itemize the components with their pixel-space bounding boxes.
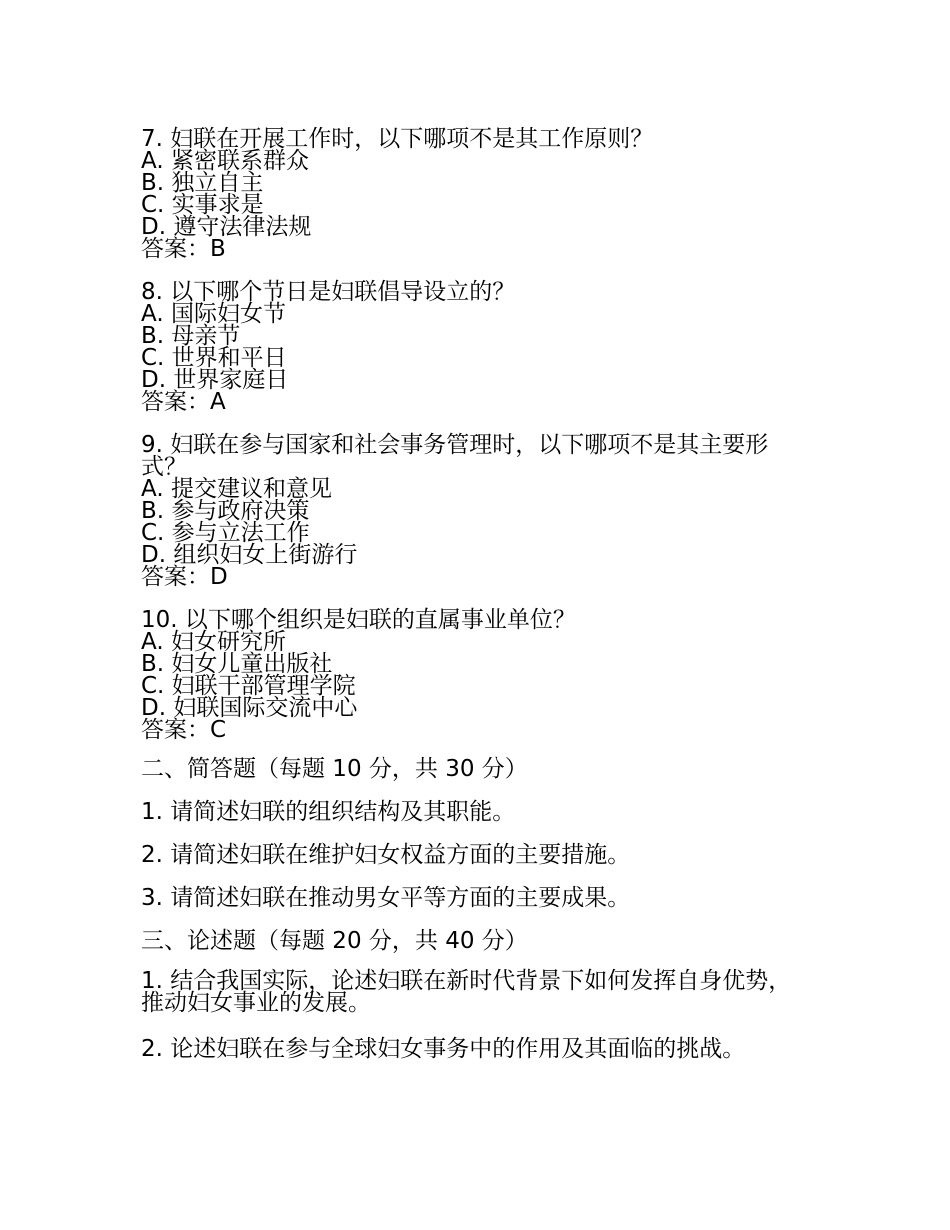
option-c: C. 参与立法工作 xyxy=(141,520,310,546)
short-answer-item: 2. 请简述妇联在维护妇女权益方面的主要措施。 xyxy=(141,842,631,868)
essay-item: 1. 结合我国实际，论述妇联在新时代背景下如何发挥自身优势，推动妇女事业的发展。 xyxy=(141,968,792,1016)
option-a: A. 紧密联系群众 xyxy=(141,148,309,174)
question-8 xyxy=(141,281,811,413)
essay-item: 2. 论述妇联在参与全球妇女事务中的作用及其面临的挑战。 xyxy=(141,1036,746,1062)
option-a: A. 妇女研究所 xyxy=(141,629,286,655)
option-d: D. 妇联国际交流中心 xyxy=(141,695,358,721)
question-stem: 9. 妇联在参与国家和社会事务管理时，以下哪项不是其主要形式？ xyxy=(141,432,769,480)
option-d: D. 遵守法律法规 xyxy=(141,214,312,240)
option-b: B. 参与政府决策 xyxy=(141,498,310,524)
option-b: B. 独立自主 xyxy=(141,170,264,196)
answer-line: 答案：B xyxy=(141,236,226,262)
option-b: B. 母亲节 xyxy=(141,323,241,349)
short-answer-item: 3. 请简述妇联在推动男女平等方面的主要成果。 xyxy=(141,885,631,911)
short-answer-item: 1. 请简述妇联的组织结构及其职能。 xyxy=(141,799,516,825)
question-7 xyxy=(141,128,811,260)
answer-line: 答案：C xyxy=(141,717,227,743)
question-stem: 7. 妇联在开展工作时，以下哪项不是其工作原则？ xyxy=(141,126,654,152)
option-a: A. 提交建议和意见 xyxy=(141,476,332,502)
option-d: D. 世界家庭日 xyxy=(141,367,289,393)
option-c: C. 实事求是 xyxy=(141,192,264,218)
section-heading: 三、论述题（每题 20 分，共 40 分） xyxy=(141,928,528,954)
question-stem: 8. 以下哪个节日是妇联倡导设立的？ xyxy=(141,279,516,305)
option-c: C. 妇联干部管理学院 xyxy=(141,673,356,699)
section-heading: 二、简答题（每题 10 分，共 30 分） xyxy=(141,756,528,782)
essay-section xyxy=(141,927,811,1063)
question-10 xyxy=(141,609,811,741)
answer-line: 答案：D xyxy=(141,564,228,590)
option-c: C. 世界和平日 xyxy=(141,345,287,371)
question-9 xyxy=(141,434,811,588)
document-page xyxy=(141,128,811,1084)
option-d: D. 组织妇女上街游行 xyxy=(141,542,358,568)
option-b: B. 妇女儿童出版社 xyxy=(141,651,333,677)
answer-line: 答案：A xyxy=(141,389,226,415)
question-stem: 10. 以下哪个组织是妇联的直属事业单位？ xyxy=(141,607,576,633)
option-a: A. 国际妇女节 xyxy=(141,301,286,327)
short-answer-section xyxy=(141,755,811,912)
